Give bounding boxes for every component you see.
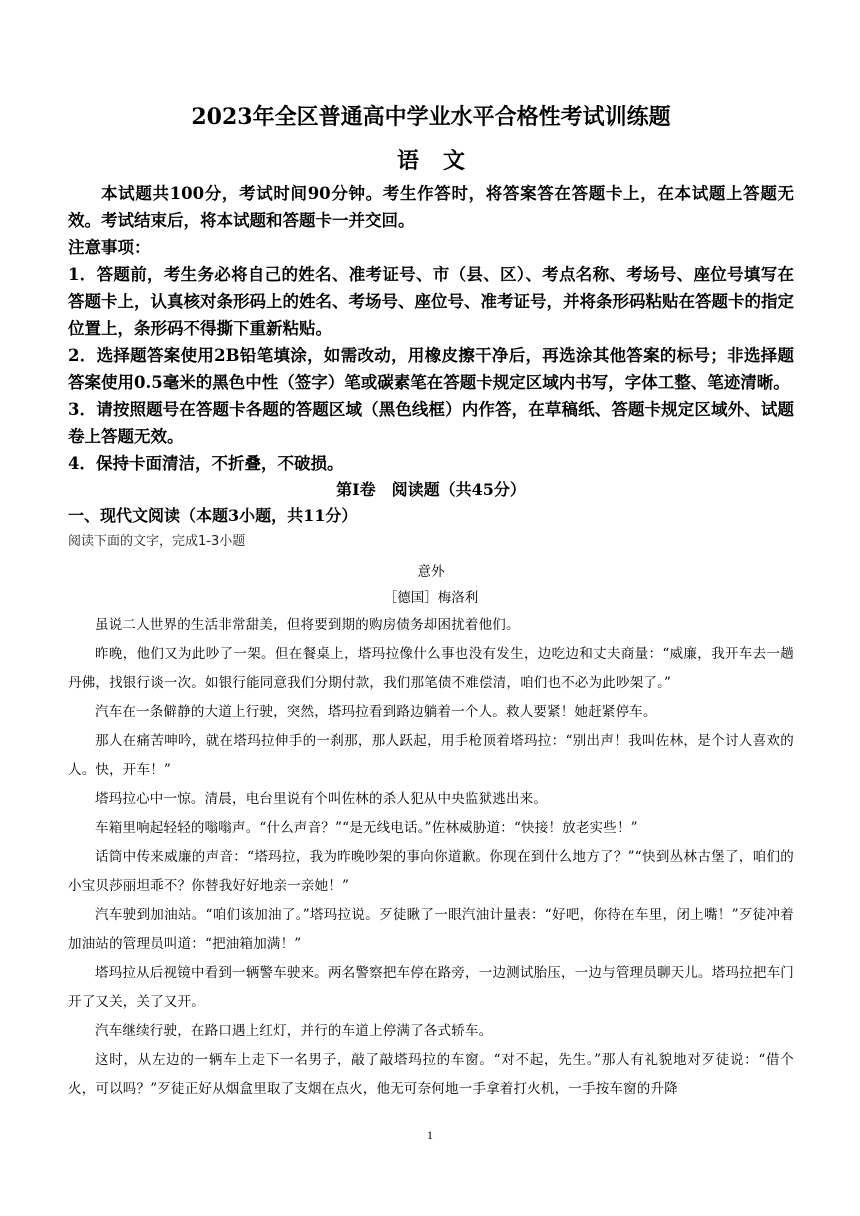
note-item-3: 3．请按照题号在答题卡各题的答题区域（黑色线框）内作答，在草稿纸、答题卡规定区域外、试题卷上答题无效。: [68, 400, 794, 446]
story-paragraph: 汽车驶到加油站。“咱们该加油了。”塔玛拉说。歹徒瞅了一眼汽油计量表：“好吧，你待在车里，闭上嘴！”歹徒冲着加油站的管理员叫道：“把油箱加满！”: [68, 907, 794, 952]
story-paragraph: 那人在痛苦呻吟，就在塔玛拉伸手的一刹那，那人跃起，用手枪顶着塔玛拉：“别出声！我叫佐林，是个讨人喜欢的人。快，开车！”: [68, 733, 794, 778]
story-paragraph: 虽说二人世界的生活非常甜美，但将要到期的购房债务却困扰着他们。: [95, 617, 520, 633]
exam-title: 2023年全区普通高中学业水平合格性考试训练题: [191, 104, 671, 130]
story-paragraph: 这时，从左边的一辆车上走下一名男子，敲了敲塔玛拉的车窗。“对不起，先生。”那人有礼貌地对歹徒说：“借个火，可以吗？”歹徒正好从烟盒里取了支烟在点火，他无可奈何地一手拿着打火机，一手按车窗的升降: [68, 1052, 794, 1097]
story-paragraph: 汽车继续行驶，在路口遇上红灯，并行的车道上停满了各式轿车。: [95, 1023, 493, 1039]
subject-title: 语文: [396, 148, 489, 174]
story-paragraph: 昨晚，他们又为此吵了一架。但在餐桌上，塔玛拉像什么事也没有发生，边吃边和丈夫商量：“威廉，我开车去一趟丹佛，找银行谈一次。如银行能同意我们分期付款，我们那笔债不难偿清，咱们也不必为此吵架了。”: [68, 646, 794, 691]
story-paragraph: 汽车在一条僻静的大道上行驶，突然，塔玛拉看到路边躺着一个人。救人要紧！她赶紧停车。: [95, 704, 657, 720]
note-item-2: 2．选择题答案使用2B铅笔填涂，如需改动，用橡皮擦干净后，再选涂其他答案的标号；非选择题答案使用0.5毫米的黑色中性（签字）笔或碳素笔在答题卡规定区域内书写，字体工整、笔迹清晰。: [68, 346, 794, 392]
note-item-4: 4．保持卡面清洁，不折叠，不破损。: [68, 454, 344, 473]
story-author: ［德国］梅洛利: [383, 590, 479, 606]
note-item-1: 1．答题前，考生务必将自己的姓名、准考证号、市（县、区）、考点名称、考场号、座位号填写在答题卡上，认真核对条形码上的姓名、考场号、座位号、准考证号，并将条形码粘贴在答题卡的指定位置上，条形码不得撕下重新粘贴。: [68, 265, 794, 338]
section-heading: 一、现代文阅读（本题3小题，共11分）: [68, 506, 358, 525]
story-paragraph: 塔玛拉从后视镜中看到一辆警车驶来。两名警察把车停在路旁，一边测试胎压，一边与管理员聊天儿。塔玛拉把车门开了又关，关了又开。: [68, 965, 794, 1010]
story-paragraph: 车箱里响起轻轻的嗡嗡声。“什么声音？”“是无线电话。”佐林威胁道：“快接！放老实些！”: [95, 820, 638, 836]
reading-instruction: 阅读下面的文字，完成1-3小题: [68, 534, 246, 549]
page-content: [68, 100, 794, 1104]
story-body: [68, 611, 794, 1104]
story-paragraph: 话筒中传来威廉的声音：“塔玛拉，我为昨晚吵架的事向你道歉。你现在到什么地方了？”“快到丛林古堡了，咱们的小宝贝莎丽坦乖不？你替我好好地亲一亲她！”: [68, 849, 794, 894]
part-heading: 第Ⅰ卷 阅读题（共45分）: [336, 480, 526, 499]
exam-intro: 本试题共100分，考试时间90分钟。考生作答时，将答案答在答题卡上，在本试题上答题无效。考试结束后，将本试题和答题卡一并交回。: [68, 184, 794, 230]
page-number: 1: [427, 1128, 433, 1142]
story-title: 意外: [417, 564, 445, 580]
story-paragraph: 塔玛拉心中一惊。清晨，电台里说有个叫佐林的杀人犯从中央监狱逃出来。: [95, 791, 548, 807]
notes-title: 注意事项：: [68, 238, 151, 257]
